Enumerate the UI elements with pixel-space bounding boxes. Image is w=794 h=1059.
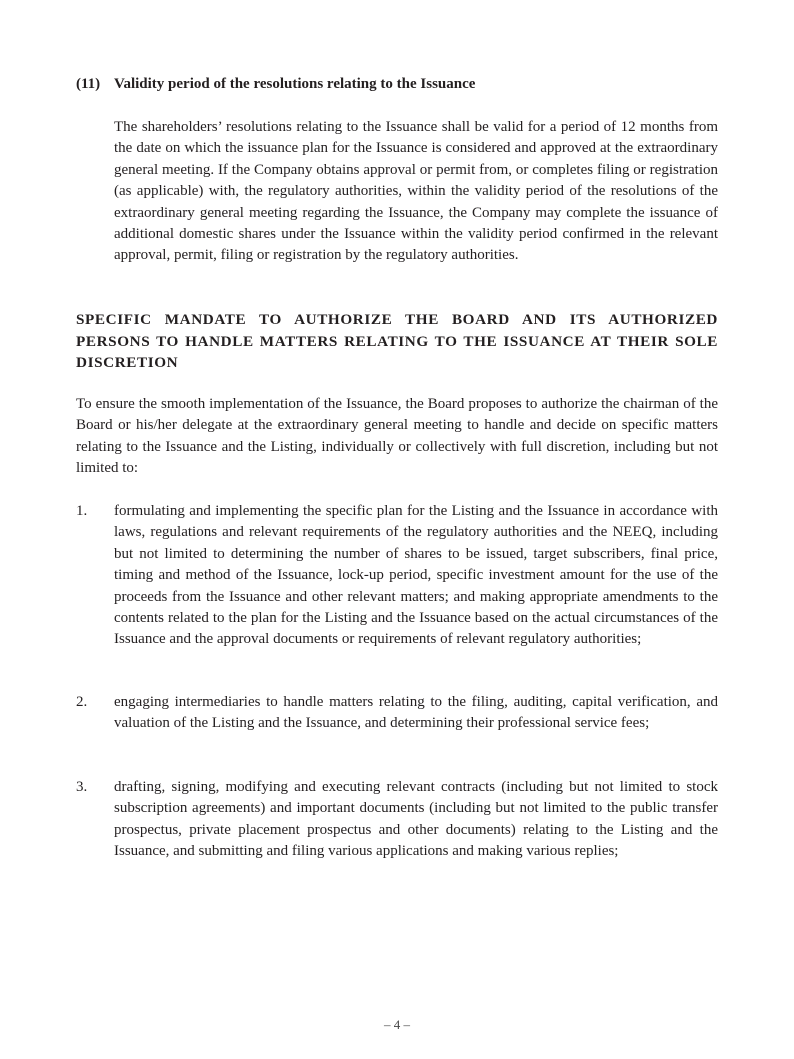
list-marker: 1.	[76, 503, 88, 519]
subsection-title: Validity period of the resolutions relating to the Issuance	[114, 76, 476, 92]
subsection-number: (11)	[76, 76, 101, 92]
subsection-heading	[76, 74, 718, 94]
list-marker: 3.	[76, 779, 88, 795]
mandate-intro-paragraph: To ensure the smooth implementation of the Issuance, the Board proposes to authorize the chairman of the Board or his/her delegate at the extraordinary general meeting to handle and decide on specific matters relating to the Issuance and the Listing, individually or collectively with full discretion, including but not limited to:	[76, 396, 718, 477]
list-item-text: drafting, signing, modifying and executing relevant contracts (including but not limited to stock subscription agreements) and important documents (including but not limited to the public transfer prospectus, private placement prospectus and other documents) relating to the Listing and the Issuance, and submitting and filing various applications and making various replies;	[114, 779, 718, 860]
validity-period-paragraph: The shareholders’ resolutions relating to the Issuance shall be valid for a period of 12 months from the date on which the issuance plan for the Issuance is considered and approved at the extraordinary general meeting. If the Company obtains approval or permit from, or completes filing or registration (as applicable) with, the regulatory authorities, within the validity period of the resolutions of the extraordinary general meeting regarding the Issuance, the Company may complete the issuance of additional domestic shares under the Issuance within the validity period confirmed in the relevant approval, permit, filing or registration by the regulatory authorities.	[114, 119, 718, 264]
list-item-text: engaging intermediaries to handle matters relating to the filing, auditing, capital verification, and valuation of the Listing and the Issuance, and determining their professional service fees;	[114, 694, 718, 732]
section-heading: SPECIFIC MANDATE TO AUTHORIZE THE BOARD AND ITS AUTHORIZED PERSONS TO HANDLE MATTERS RELATING TO THE ISSUANCE AT THEIR SOLE DISCRETION	[76, 311, 718, 372]
list-marker: 2.	[76, 694, 88, 710]
list-item-text: formulating and implementing the specific plan for the Listing and the Issuance in accordance with laws, regulations and relevant requirements of the regulatory authorities and the NEEQ, including but not limited to determining the number of shares to be issued, target subscribers, final price, timing and method of the Issuance, lock-up period, specific investment amount for the use of the proceeds from the Issuance and other relevant matters; and making appropriate amendments to the contents related to the plan for the Listing and the Issuance based on the actual circumstances of the Issuance and the approval documents or requirements of relevant regulatory authorities;	[114, 503, 718, 648]
page-number: – 4 –	[384, 1017, 410, 1032]
